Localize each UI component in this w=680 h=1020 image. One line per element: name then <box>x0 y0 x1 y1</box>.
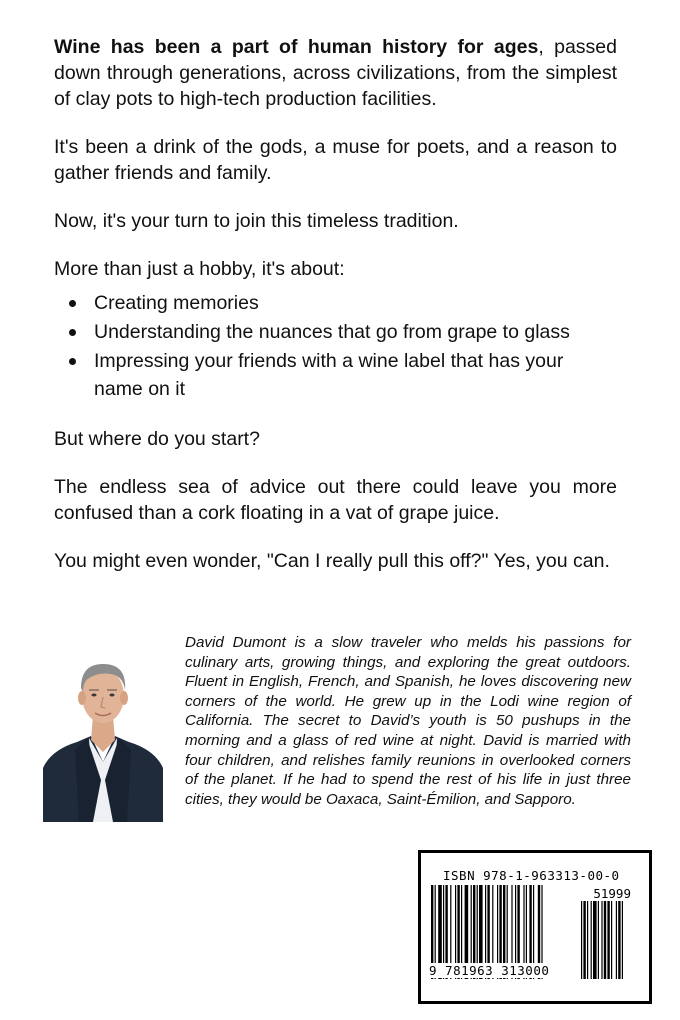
intro-lead-rest: , passed down through generations, across civilizations, from the simplest of clay pots to high-tech production facilities. <box>54 36 617 110</box>
barcode-addon-bar <box>593 901 597 979</box>
paragraph-pull-off: You might even wonder, "Can I really pull this off?" Yes, you can. <box>54 550 610 572</box>
list-item-text: Understanding the nuances that go from grape to glass <box>94 321 570 343</box>
intro-paragraph <box>54 34 617 112</box>
list-item-text: Creating memories <box>94 292 259 314</box>
isbn-barcode <box>418 850 652 1004</box>
paragraph-advice: The endless sea of advice out there could leave you more confused than a cork floating in a vat of grape juice. <box>54 476 617 524</box>
barcode-addon-bar <box>587 901 588 979</box>
paragraph-where-start: But where do you start? <box>54 428 260 450</box>
paragraph-your-turn: Now, it's your turn to join this timeless tradition. <box>54 210 459 232</box>
barcode-addon-bar <box>618 901 620 979</box>
barcode-addon-bar <box>607 901 609 979</box>
bullet-icon <box>69 329 76 336</box>
barcode-addon-bar <box>611 901 612 979</box>
list-item-text: Impressing your friends with a wine label that has your <box>94 350 564 372</box>
barcode-addon-bar <box>622 901 623 979</box>
paragraph-hobby: More than just a hobby, it's about: <box>54 258 345 280</box>
price-code: 51999 <box>593 886 631 901</box>
list-item-text-continued: name on it <box>94 378 186 400</box>
barcode-addon-bar <box>581 901 582 979</box>
list-item <box>54 319 617 345</box>
ean-digits: 9 781963 313000 <box>429 963 550 978</box>
back-cover-copy <box>54 34 617 596</box>
barcode-addon-bar <box>616 901 617 979</box>
intro-lead-bold: Wine has been a part of human history for ages <box>54 36 539 58</box>
benefit-list <box>54 290 617 404</box>
barcode-addon-bar <box>591 901 592 979</box>
barcode-addon-bar <box>598 901 599 979</box>
isbn-number: ISBN 978-1-963313-00-0 <box>443 868 620 883</box>
list-item <box>54 290 617 316</box>
author-bio: David Dumont is a slow traveler who melds his passions for culinary arts, growing things, and exploring the great outdoors. Fluent in English, French, and Spanish, he loves discovering new corners of the world. He grew up in the Lodi wine region of California. The secret to David’s youth is 50 pushups in the morning and a glass of red wine at night. David is married with four children, and relishes family reunions in overlooked corners of the planet. If he had to spend the rest of his life in just three cities, they would be Oaxaca, Saint-Émilion, and Sapporo. <box>185 634 631 808</box>
barcode-addon-bar <box>601 901 602 979</box>
bullet-icon <box>69 300 76 307</box>
barcode-addon-bar <box>583 901 585 979</box>
list-item <box>54 348 617 404</box>
bullet-icon <box>69 358 76 365</box>
paragraph-gods: It's been a drink of the gods, a muse for poets, and a reason to gather friends and family. <box>54 136 617 184</box>
author-photo <box>43 650 163 822</box>
barcode-addon-bar <box>604 901 606 979</box>
